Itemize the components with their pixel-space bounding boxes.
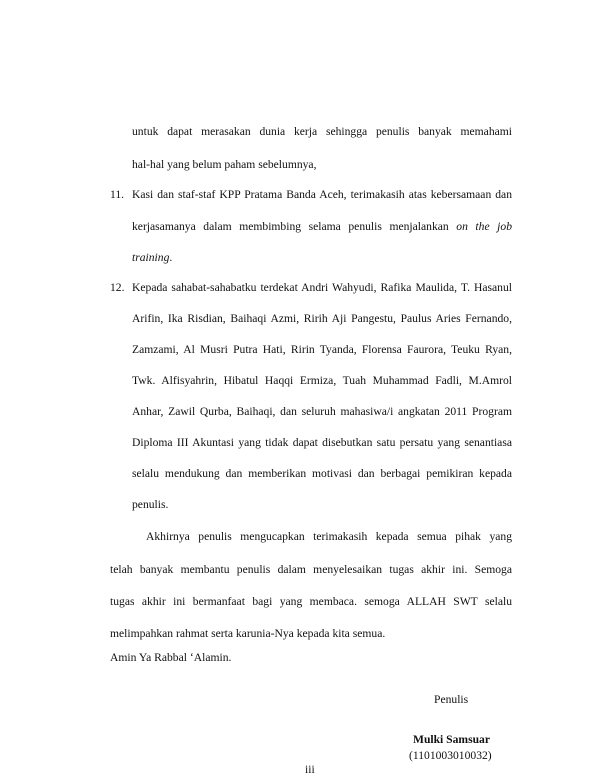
continuation-line-2: hal-hal yang belum paham sebelumnya, [132,158,317,171]
item-12-line-4: Twk. Alfisyahrin, Hibatul Haqqi Ermiza, Tuah Muhammad Fadli, M.Amrol [132,374,512,387]
item-12-line-8: penulis. [132,498,169,511]
item-11-line-2-italic: on the job [456,220,512,233]
item-12-line-3: Zamzami, Al Musri Putra Hati, Ririn Tyanda, Florensa Faurora, Teuku Ryan, [132,343,512,356]
signature-id: (1101003010032) [409,749,492,762]
item-12-line-2: Arifin, Ika Risdian, Baihaqi Azmi, Ririh Aji Pangestu, Paulus Aries Fernando, [132,312,512,325]
signature-role: Penulis [434,693,469,706]
closing-line-2: telah banyak membantu penulis dalam menyelesaikan tugas akhir ini. Semoga [110,563,512,576]
continuation-line-1: untuk dapat merasakan dunia kerja sehingga penulis banyak memahami [132,125,512,138]
item-12-line-7: selalu mendukung dan memberikan motivasi dan berbagai pemikiran kepada [132,467,512,480]
item-11-line-3-end: . [169,251,173,264]
item-12-line-1: Kepada sahabat-sahabatku terdekat Andri Wahyudi, Rafika Maulida, T. Hasanul [132,281,512,294]
item-11-line-1: Kasi dan staf-staf KPP Pratama Banda Aceh, terimakasih atas kebersamaan dan [132,188,512,201]
page-number: iii [305,763,315,776]
closing-line-3: tugas akhir ini bermanfaat bagi yang membaca. semoga ALLAH SWT selalu [110,595,512,608]
item-11-number: 11. [110,188,125,201]
item-11-line-3 [132,251,172,265]
item-12-line-5: Anhar, Zawil Qurba, Baihaqi, dan seluruh mahasiwa/i angkatan 2011 Program [132,405,512,418]
signature-name: Mulki Samsuar [413,733,490,746]
item-11-line-3-italic: training [132,251,170,264]
closing-line-1: Akhirnya penulis mengucapkan terimakasih kepada semua pihak yang [146,530,512,543]
amin-line: Amin Ya Rabbal ‘Alamin. [110,651,232,664]
closing-line-4: melimpahkan rahmat serta karunia-Nya kepada kita semua. [110,627,386,640]
item-11-line-2-text: kerjasamanya dalam membimbing selama penulis menjalankan [132,220,449,233]
item-11-line-2 [132,220,512,234]
item-12-line-6: Diploma III Akuntasi yang tidak dapat disebutkan satu persatu yang senantiasa [132,436,512,449]
item-12-number: 12. [110,281,125,294]
